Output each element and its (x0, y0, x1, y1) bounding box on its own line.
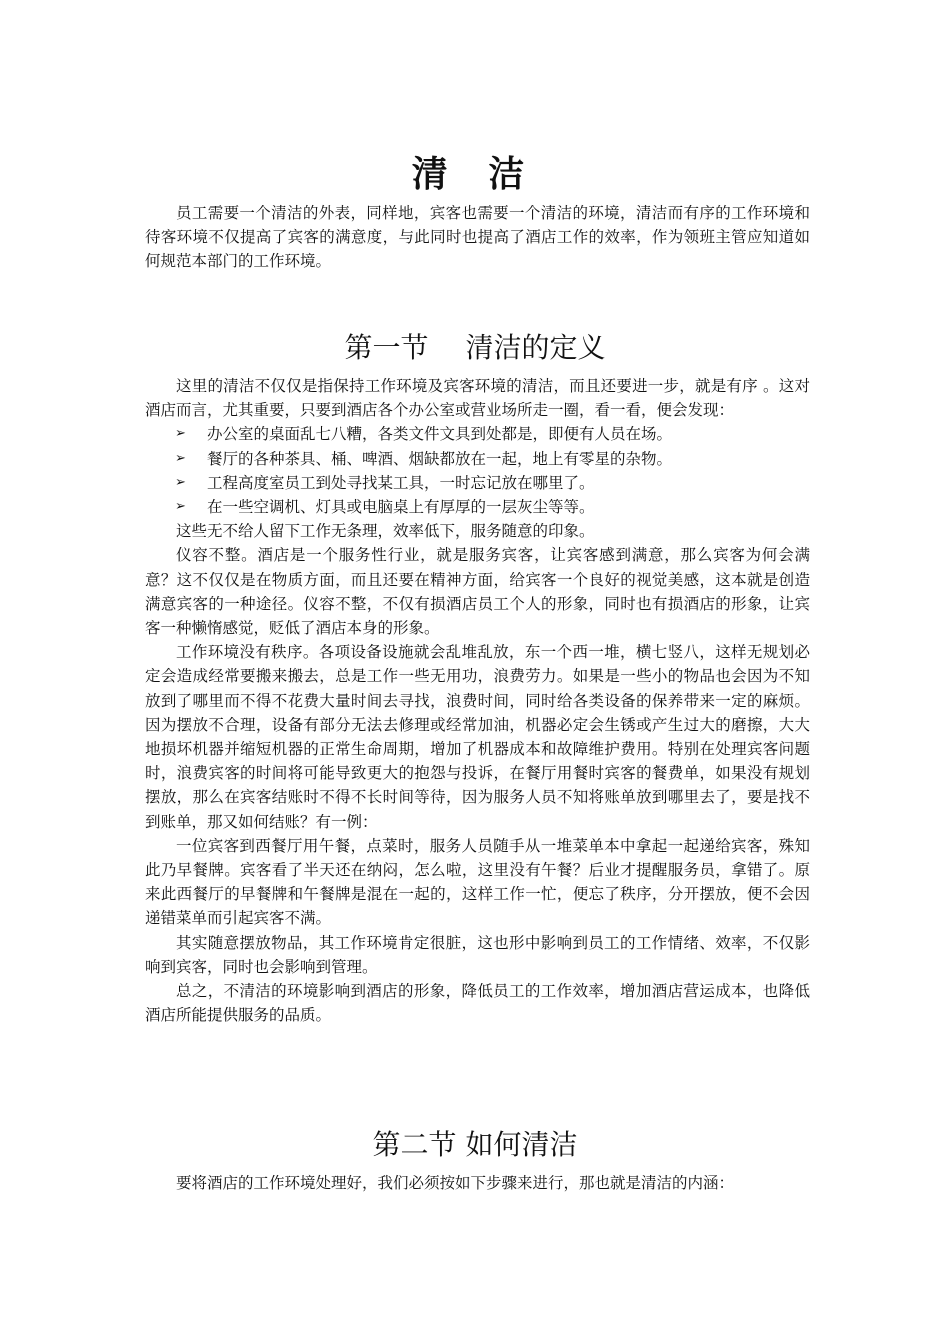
body-paragraph: 仪容不整。酒店是一个服务性行业，就是服务宾客，让宾客感到满意，那么宾客为何会满意？这不仅仅是在物质方面，而且还要在精神方面，给宾客一个良好的视觉美感，这本就是创造满意宾客的一种途径。仪容不整，不仅有损酒店员工个人的形象，同时也有损酒店的形象，让宾客一种懒惰感觉，贬低了酒店本身的形象。 (145, 546, 810, 638)
bullet-text: 办公室的桌面乱七八糟，各类文件文具到处都是，即便有人员在场。 (207, 425, 673, 444)
body-paragraph: 一位宾客到西餐厅用午餐，点菜时，服务人员随手从一堆菜单本中拿起一起递给宾客，殊知此乃早餐牌。宾客看了半天还在纳闷，怎么啦，这里没有午餐？后业才提醒服务员，拿错了。原来此西餐厅的早餐牌和午餐牌是混在一起的，这样工作一忙，便忘了秩序，分开摆放，便不会因递错菜单而引起宾客不满。 (145, 836, 810, 928)
arrow-bullet-icon: ➢ (175, 499, 186, 515)
body-paragraph: 其实随意摆放物品，其工作环境肯定很脏，这也形中影响到员工的工作情绪、效率，不仅影响到宾客，同时也会影响到管理。 (145, 933, 810, 976)
section2-heading: 第二节 如何清洁 (372, 1128, 578, 1162)
body-paragraph: 工作环境没有秩序。各项设备设施就会乱堆乱放，东一个西一堆，横七竖八，这样无规划必定会造成经常要搬来搬去，总是工作一些无用功，浪费劳力。如果是一些小的物品也会因为不知放到了哪里而不得不花费大量时间去寻找，浪费时间，同时给各类设备的保养带来一定的麻烦。因为摆放不合理，设备有部分无法去修理或经常加油，机器必定会生锈或产生过大的磨擦，大大地损坏机器并缩短机器的正常生命周期，增加了机器成本和故障维护费用。特别在处理宾客问题时，浪费宾客的时间将可能导致更大的抱怨与投诉，在餐厅用餐时宾客的餐费单，如果没有规划摆放，那么在宾客结账时不得不长时间等待，因为服务人员不知将账单放到哪里去了，要是找不到账单，那又如何结账？有一例： (145, 643, 810, 831)
section1-lead-paragraph: 这里的清洁不仅仅是指保持工作环境及宾客环境的清洁，而且还要进一步，就是有序 。这对酒店而言，尤其重要，只要到酒店各个办公室或营业场所走一圈，看一看，便会发现： (145, 377, 810, 420)
body-paragraph: 这些无不给人留下工作无条理，效率低下，服务随意的印象。 (176, 522, 595, 541)
section1-heading: 第一节 清洁的定义 (344, 331, 606, 365)
bullet-item (145, 471, 810, 495)
body-paragraph: 总之，不清洁的环境影响到酒店的形象，降低员工的工作效率，增加酒店营运成本，也降低酒店所能提供服务的品质。 (145, 982, 810, 1025)
section2-body (145, 1171, 810, 1195)
document-title: 清 洁 (411, 153, 539, 196)
bullet-text: 在一些空调机、灯具或电脑桌上有厚厚的一层灰尘等等。 (207, 498, 595, 517)
arrow-bullet-icon: ➢ (175, 474, 186, 490)
bullet-item (145, 422, 810, 446)
arrow-bullet-icon: ➢ (175, 450, 186, 466)
bullet-text: 餐厅的各种茶具、桶、啤酒、烟缺都放在一起，地上有零星的杂物。 (207, 449, 673, 468)
bullet-item (145, 495, 810, 519)
arrow-bullet-icon: ➢ (175, 426, 186, 442)
bullet-text: 工程高度室员工到处寻找某工具，一时忘记放在哪里了。 (207, 473, 595, 492)
intro-block (145, 201, 810, 274)
intro-paragraph: 员工需要一个清洁的外表，同样地，宾客也需要一个清洁的环境，清洁而有序的工作环境和待客环境不仅提高了宾客的满意度，与此同时也提高了酒店工作的效率，作为领班主管应知道如何规范本部门的工作环境。 (145, 204, 810, 271)
section2-lead-paragraph: 要将酒店的工作环境处理好，我们必须按如下步骤来进行，那也就是清洁的内涵： (176, 1174, 735, 1192)
section1-bullet-list (145, 422, 810, 519)
bullet-item (145, 447, 810, 471)
section1-body (145, 374, 810, 1027)
